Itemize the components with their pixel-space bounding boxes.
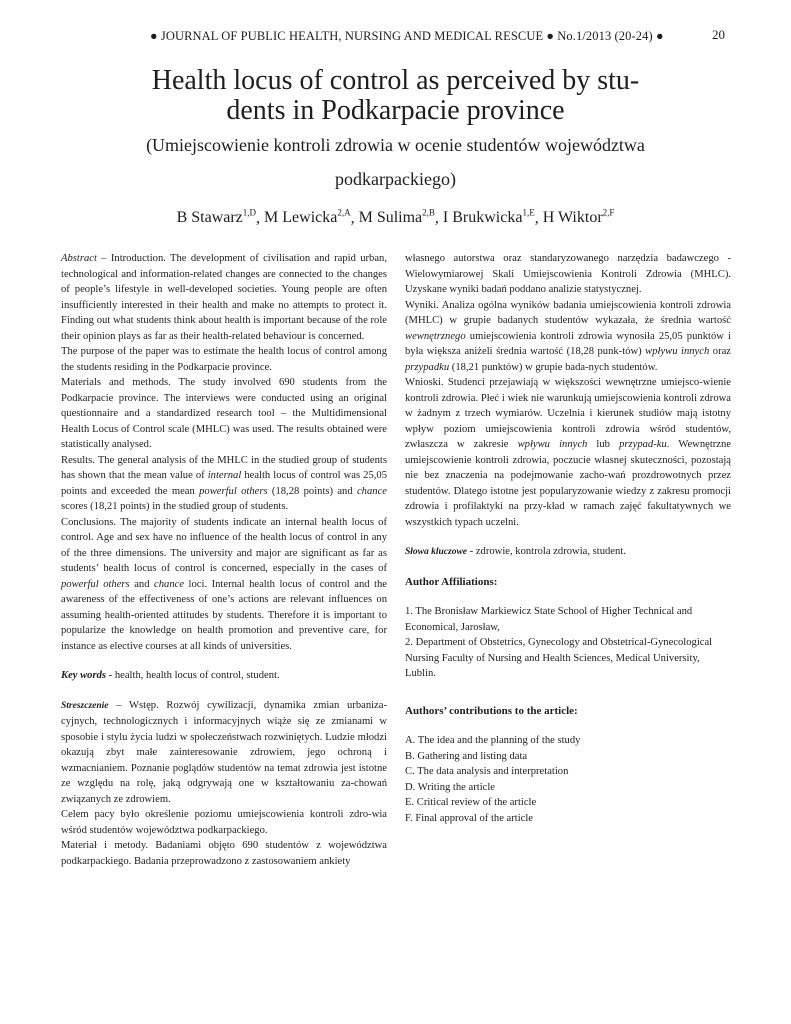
- author: B Stawarz$^{1,D}$: [176, 208, 257, 227]
- page-number: 20: [712, 27, 725, 42]
- affiliation-item: 1. The Bronisław Markiewicz State School of Higher Technical and Economical, Jarosław,: [405, 606, 693, 633]
- abstract-methods: Materials and methods. The study involved 690 students from the Podkarpacie province. The interviews were conducted using an original questionnaire and a standardized research tool – the Multidimensional Health Locus of Control scale (MHLC) was used. The results obtained were statistically analysed.: [61, 377, 387, 450]
- streszczenie-wyniki: [405, 298, 731, 376]
- text-run: health locus of control was 25,05 points and exceeded the mean: [61, 470, 388, 497]
- slowa-kluczowe-label: Słowa kluczowe: [405, 547, 468, 557]
- streszczenie-wstep: Streszczenie – Wstęp. Rozwój cywilizacji, dynamika zmian urbaniza-cyjnych, technologicznych i informacyjnych wiąże się ze zmianami w sposobie i stylu życia ludzi w społeczeństwach rozwiniętych. Ludzie młodzi okazują zbyt małe zainteresowanie zdrowiem, jego ochroną i wzmacnianiem. Poznanie poglądów studentów na temat zdrowia jest istotne ze względu na rolę, jaką odgrywają one w kształtowaniu za-chowań związanych ze zdrowiem.: [61, 699, 387, 805]
- italic-term: powerful others: [61, 578, 130, 590]
- article-title: [60, 66, 731, 126]
- streszczenie-wnioski: [405, 375, 731, 530]
- contribution-item: F. Final approval of the article: [405, 812, 534, 824]
- italic-term: internal: [207, 470, 242, 481]
- italic-term: przypad-ku: [619, 439, 667, 450]
- text-run: Wyniki. Analiza ogólna wyników badania umiejscowienia kontroli zdrowia (MHLC) w grupie badanych studentów wykazała, że średnia wartość: [405, 299, 731, 326]
- contribution-item: A. The idea and the planning of the study: [405, 735, 581, 746]
- text-run: Results. The general analysis of the MHLC in the studied group of students has shown that the mean value of: [61, 454, 387, 481]
- author: M Lewicka$^{2,A}$: [264, 208, 351, 227]
- title-line: Health locus of control as perceived by stu-: [151, 65, 640, 96]
- affiliation-item: 2. Department of Obstetrics, Gynecology and Obstetrical-Gynecological Nursing Faculty of Nursing and Health Sciences, Medical University, Lublin.: [405, 637, 713, 679]
- abstract-intro: Abstract – Introduction. The development of civilisation and rapid urban, technological and information-related changes are connected to the changes of people’s lifestyle in well-developed societies. Young people are often insufficiently interested in their health and make no attempts to protect it. Finding out what students think about health is important because of the role their opinion plays as far as their health-related behaviour is concerned.: [61, 253, 387, 342]
- text-run: loci. Internal health locus of control and the awareness of the effectiveness of one’s actions are relevant influences on assuming health-oriented attitudes by students. Therefore it is important to popularize the knowledge on health promotion and preventive care, for instance as elective courses at all kinds of universities.: [61, 578, 387, 652]
- italic-term: chance: [356, 485, 387, 497]
- abstract-purpose: The purpose of the paper was to estimate the health locus of control among the students residing in the Podkarpacie province.: [61, 346, 387, 373]
- author-affiliation-sup: 2,A: [337, 208, 351, 218]
- keywords: Key words - health, health locus of control, student.: [61, 670, 280, 681]
- contribution-item: D. Writing the article: [405, 781, 495, 793]
- italic-term: wpływu innych: [517, 439, 588, 450]
- streszczenie-metody-cont: własnego autorstwa oraz standaryzowanego narzędzia badawczego - Wielowymiarowej Skali Umiejscowienia Kontroli Zdrowia (MHLC). Uzyskane wyniki badań poddano analizie statystycznej.: [405, 253, 731, 295]
- text-run: (18,21 punktów) w grupie bada-nych studentów.: [449, 361, 658, 373]
- text-run: (18,28 points) and: [267, 485, 357, 497]
- italic-term: powerful others: [199, 485, 268, 497]
- author: M Sulima$^{2,B}$: [358, 208, 435, 227]
- contribution-item: C. The data analysis and interpretation: [405, 766, 569, 777]
- subtitle-line: podkarpackiego): [335, 169, 456, 189]
- author-affiliation-sup: 2,F: [602, 208, 615, 218]
- article-subtitle: [60, 128, 731, 196]
- text-run: scores (18,21 points) in the studied group of students.: [61, 501, 289, 512]
- author-affiliation-sup: 2,B: [422, 208, 435, 218]
- author-list: B Stawarz$^{1,D}$, M Lewicka$^{2,A}$, M Sulima$^{2,B}$, I Brukwicka$^{1,E}$, H Wiktor$^{2,F}$: [176, 208, 615, 227]
- text-run: oraz: [709, 346, 731, 357]
- streszczenie-metody: Materiał i metody. Badaniami objęto 690 studentów z województwa podkarpackiego. Badania przeprowadzono z zastosowaniem ankiety: [61, 840, 387, 867]
- author-affiliation-sup: 1,E: [522, 208, 535, 218]
- text-run: Wnioski. Studenci przejawiają w większości wewnętrzne umiejsco-wienie kontroli zdrowia. Płeć i wiek nie warunkują umiejscowienia kontroli zdrowa w żadnym z trzech wymiarów. Uczelnia i kierunek studiów mają istotny wpływ poziom umiejscowienia kontroli zdrowia wśród studentów, zwłaszcza w zakresie: [405, 377, 731, 450]
- author: I Brukwicka$^{1,E}$: [442, 208, 535, 227]
- text-run: umiejscowienia kontroli zdrowia wynosiła 25,05 punktów i była większa aniżeli średnia wartość (18,28 punk-tów): [405, 330, 731, 357]
- italic-term: chance: [154, 578, 185, 590]
- italic-term: wpływu innych: [645, 346, 710, 357]
- abstract-label: Abstract: [61, 253, 97, 264]
- text-run: and: [129, 578, 155, 590]
- italic-term: przypadku: [405, 361, 450, 373]
- abstract-results: [61, 453, 387, 515]
- keywords-label: Key words -: [61, 670, 113, 681]
- italic-term: wewnętrznego: [405, 330, 466, 342]
- journal-header: ● JOURNAL OF PUBLIC HEALTH, NURSING AND MEDICAL RESCUE ● No.1/2013 (20-24) ●: [150, 29, 664, 43]
- left-column: [61, 251, 387, 869]
- subtitle-line: (Umiejscowienie kontroli zdrowia w ocenie studentów województwa: [146, 135, 645, 155]
- streszczenie-cel: Celem pacy było określenie poziomu umiejscowienia kontroli zdro-wia wśród studentów województwa podkarpackiego.: [61, 809, 387, 836]
- contributions-heading: Authors’ contributions to the article:: [405, 704, 578, 717]
- author: H Wiktor$^{2,F}$: [542, 208, 615, 227]
- contribution-item: B. Gathering and listing data: [405, 750, 528, 762]
- affiliations-heading: Author Affiliations:: [405, 575, 498, 588]
- streszczenie-label: Streszczenie: [61, 700, 109, 711]
- text-run: . Wewnętrzne umiejscowienie kontroli zdrowia, poczucie własnej skuteczności, pozostają nie bez znaczenia na podejmowanie zacho-wań prozdrowotnych przez studentów. Dlatego istotne jest popularyzowanie wiedzy z zakresu promocji zdrowia i profilaktyki na przy-kład w ramach zajęć fakultatywnych we wszystkich typach uczelni.: [405, 439, 731, 528]
- slowa-kluczowe: Słowa kluczowe - zdrowie, kontrola zdrowia, student.: [405, 546, 626, 557]
- right-column: [405, 251, 731, 826]
- abstract-conclusions: [61, 515, 387, 655]
- text-run: Conclusions. The majority of students indicate an internal health locus of control. Age and sex have no influence of the health locus of control in any of the three dimensions. The university and major are significant as far as students’ health locus of control is concerned, especially in the cases of: [61, 516, 387, 574]
- contribution-item: E. Critical review of the article: [405, 797, 537, 808]
- author-affiliation-sup: 1,D: [242, 208, 257, 218]
- text-run: lub: [587, 439, 620, 450]
- title-line: dents in Podkarpacie province: [226, 95, 565, 126]
